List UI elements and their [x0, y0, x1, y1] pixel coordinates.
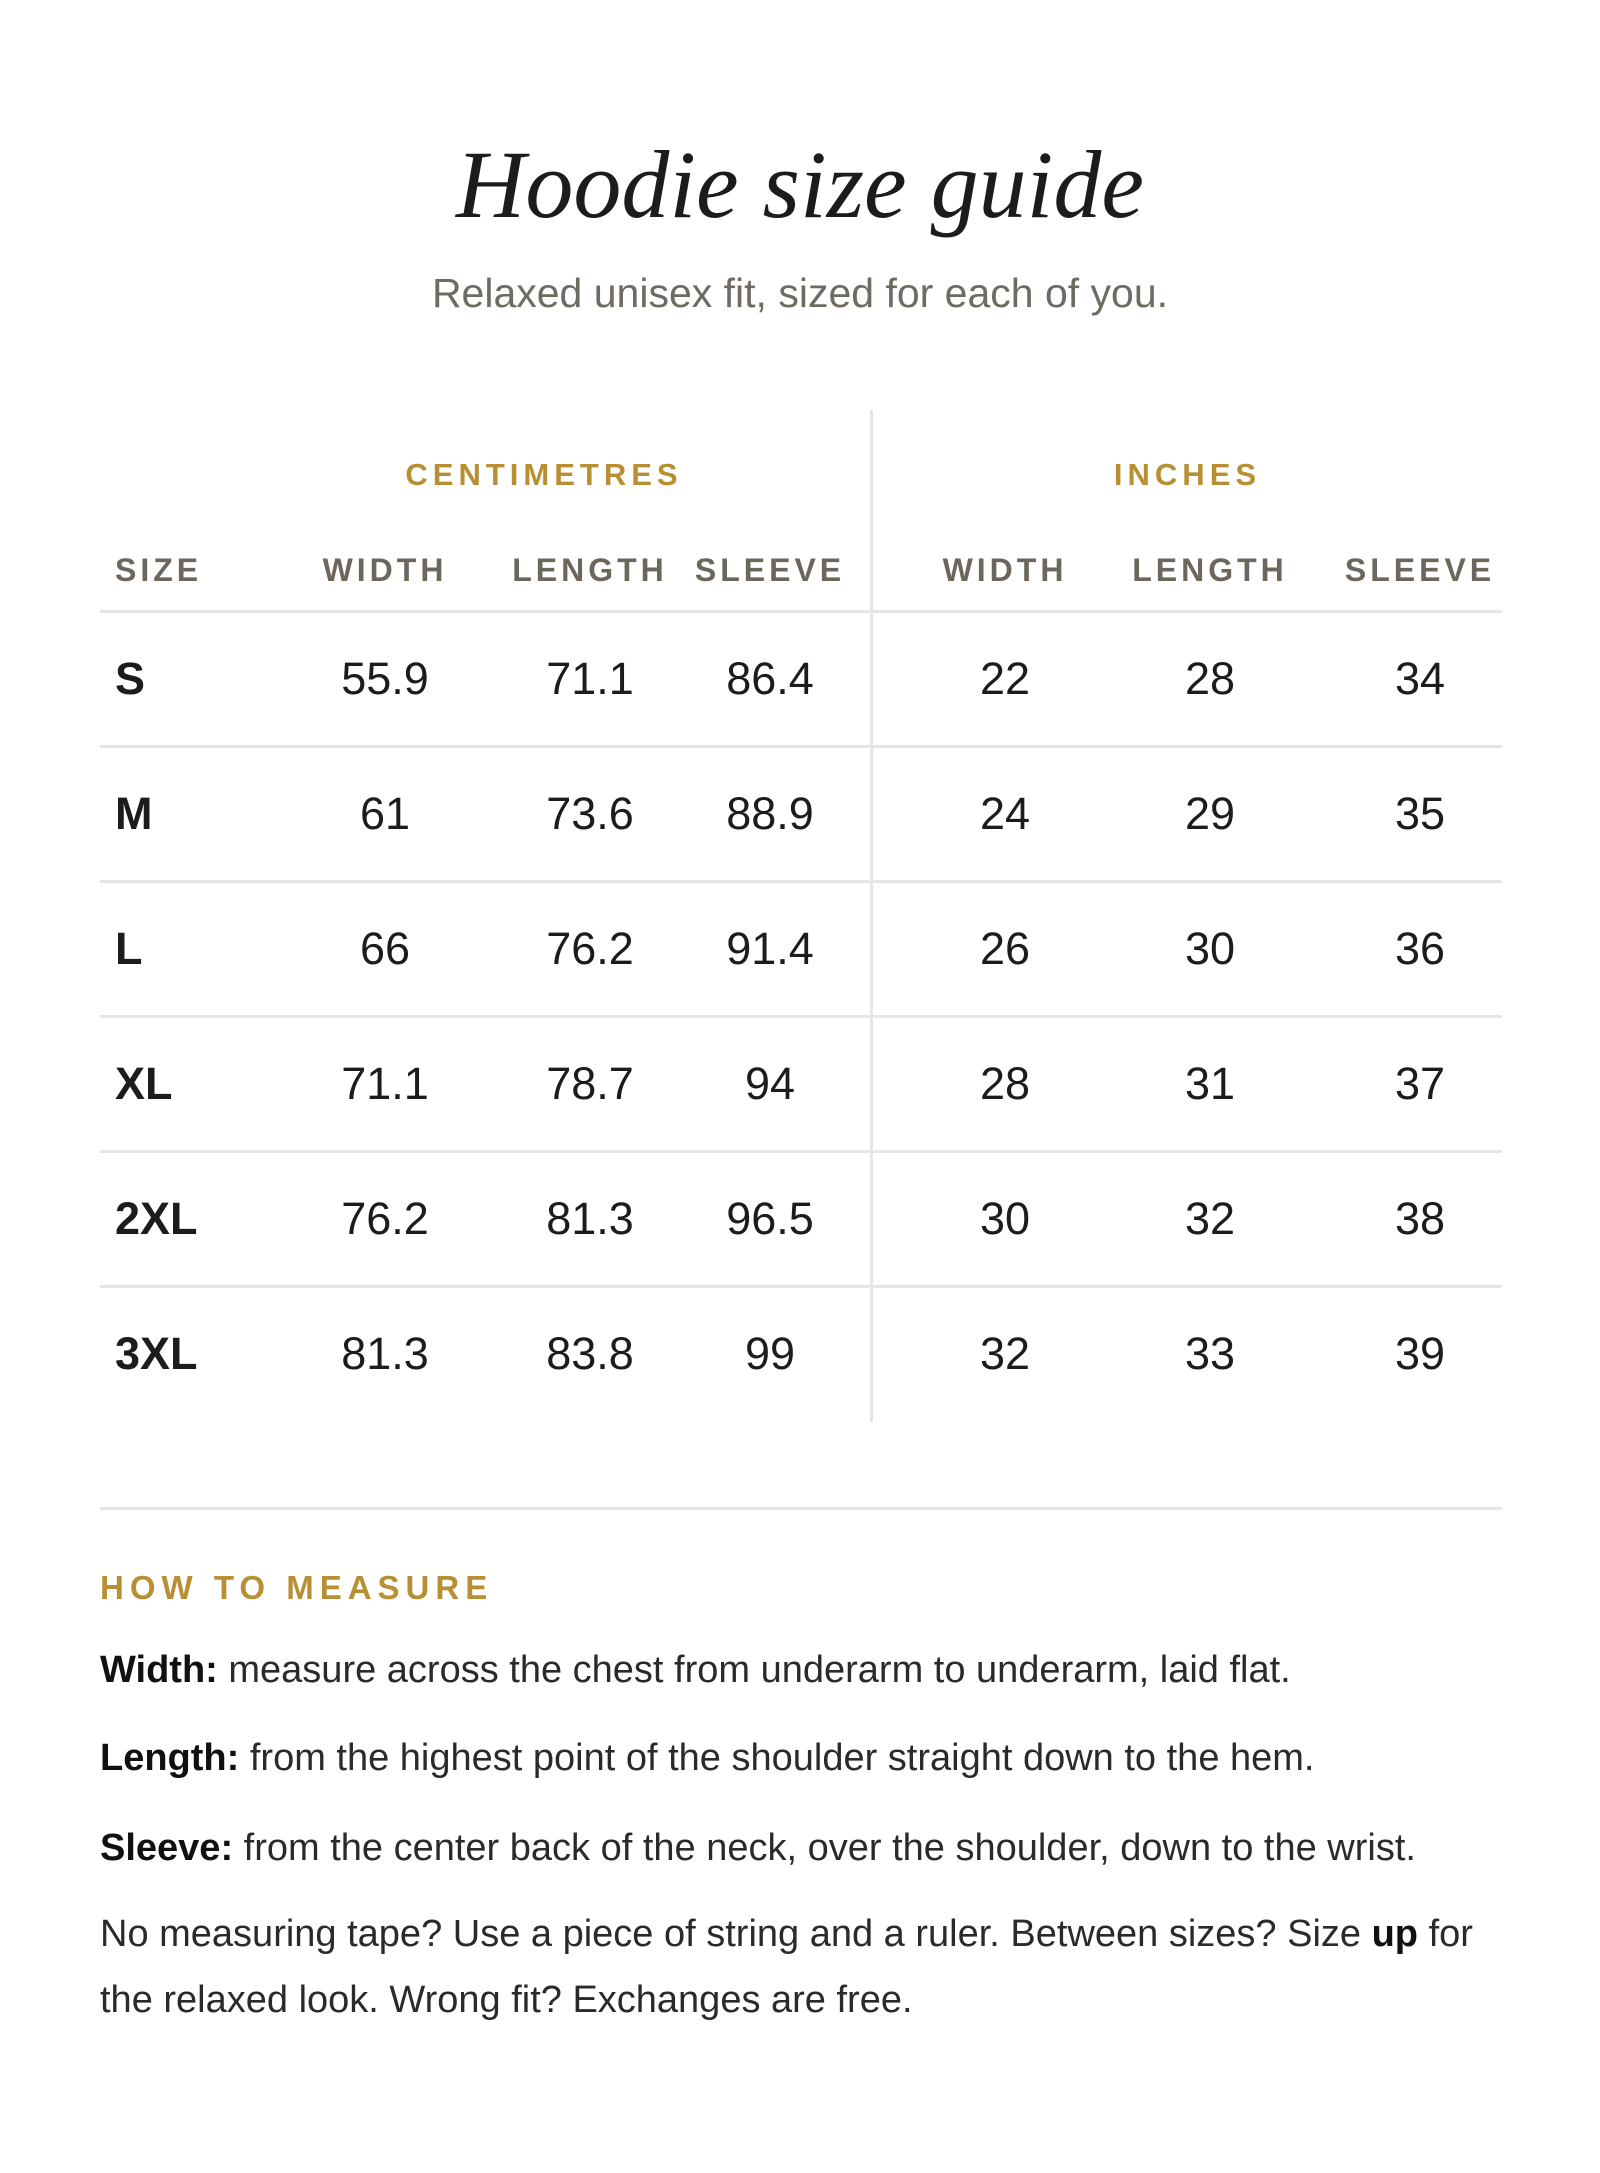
in-sleeve-value: 38	[1394, 1193, 1446, 1244]
cm-width-value: 81.3	[341, 1328, 429, 1379]
cm-width-value: 76.2	[341, 1193, 429, 1244]
in-sleeve-value: 34	[1394, 653, 1446, 704]
in-length-value: 29	[1184, 788, 1236, 839]
size-label: M	[115, 788, 153, 839]
in-width-value: 30	[979, 1193, 1031, 1244]
size-label: L	[115, 923, 143, 974]
cm-sleeve-value: 94	[744, 1058, 796, 1109]
fit-note	[100, 1901, 1520, 2033]
table-row	[100, 1015, 1502, 1150]
table-row	[100, 1150, 1502, 1285]
size-label: XL	[115, 1058, 173, 1109]
in-sleeve-value: 37	[1394, 1058, 1446, 1109]
in-sleeve-value: 35	[1394, 788, 1446, 839]
cm-length-value: 71.1	[546, 653, 634, 704]
cm-sleeve-value: 88.9	[726, 788, 814, 839]
in-length-value: 30	[1184, 923, 1236, 974]
table-row	[100, 880, 1502, 1015]
table-row	[100, 610, 1502, 745]
cm-length-value: 73.6	[546, 788, 634, 839]
column-header-size: SIZE	[115, 552, 203, 588]
cm-width-value: 55.9	[341, 653, 429, 704]
size-label: 3XL	[115, 1328, 198, 1379]
cm-width-value: 61	[359, 788, 411, 839]
in-sleeve-value: 36	[1394, 923, 1446, 974]
size-table	[100, 410, 1502, 1422]
column-header-cm-length: LENGTH	[512, 552, 668, 588]
sleeve-text: from the center back of the neck, over the shoulder, down to the wrist.	[233, 1827, 1416, 1869]
cm-sleeve-value: 86.4	[726, 653, 814, 704]
in-width-value: 22	[979, 653, 1031, 704]
cm-width-value: 66	[359, 923, 411, 974]
width-label: Width:	[100, 1649, 218, 1691]
in-length-value: 31	[1184, 1058, 1236, 1109]
page-subtitle: Relaxed unisex fit, sized for each of you.	[431, 270, 1169, 316]
cm-length-value: 83.8	[546, 1328, 634, 1379]
in-length-value: 28	[1184, 653, 1236, 704]
sleeve-label: Sleeve:	[100, 1827, 234, 1869]
in-length-value: 33	[1184, 1328, 1236, 1379]
cm-sleeve-value: 96.5	[726, 1193, 814, 1244]
width-instruction	[100, 1637, 1520, 1703]
cm-width-value: 71.1	[341, 1058, 429, 1109]
length-label: Length:	[100, 1737, 240, 1779]
width-text: measure across the chest from underarm to underarm, laid flat.	[217, 1649, 1291, 1691]
in-width-value: 28	[979, 1058, 1031, 1109]
length-instruction	[100, 1725, 1520, 1791]
cm-length-value: 81.3	[546, 1193, 634, 1244]
group-header-inches: INCHES	[1113, 457, 1262, 492]
in-sleeve-value: 39	[1394, 1328, 1446, 1379]
column-header-in-width: WIDTH	[942, 552, 1068, 588]
cm-sleeve-value: 91.4	[726, 923, 814, 974]
column-header-cm-width: WIDTH	[322, 552, 448, 588]
fit-note-end: for the relaxed look. Wrong fit? Exchanges are free.	[100, 1913, 1473, 2021]
sleeve-instruction	[100, 1815, 1520, 1881]
fit-note-start: No measuring tape? Use a piece of string and a ruler. Between sizes? Size	[100, 1913, 1372, 1955]
column-header-cm-sleeve: SLEEVE	[694, 552, 846, 588]
size-label: 2XL	[115, 1193, 198, 1244]
group-header-centimetres: CENTIMETRES	[405, 457, 683, 492]
how-to-measure-heading: HOW TO MEASURE	[100, 1569, 494, 1606]
size-label: S	[115, 653, 146, 704]
cm-length-value: 78.7	[546, 1058, 634, 1109]
fit-note-emphasis: up	[1371, 1913, 1419, 1955]
table-row	[100, 1285, 1502, 1420]
cm-sleeve-value: 99	[744, 1328, 796, 1379]
in-length-value: 32	[1184, 1193, 1236, 1244]
cm-length-value: 76.2	[546, 923, 634, 974]
section-divider	[100, 1507, 1502, 1510]
table-row	[100, 745, 1502, 880]
in-width-value: 24	[979, 788, 1031, 839]
column-header-in-length: LENGTH	[1132, 552, 1288, 588]
length-text: from the highest point of the shoulder straight down to the hem.	[239, 1737, 1315, 1779]
in-width-value: 32	[979, 1328, 1031, 1379]
in-width-value: 26	[979, 923, 1031, 974]
page-title: Hoodie size guide	[456, 131, 1144, 238]
column-header-in-sleeve: SLEEVE	[1344, 552, 1496, 588]
